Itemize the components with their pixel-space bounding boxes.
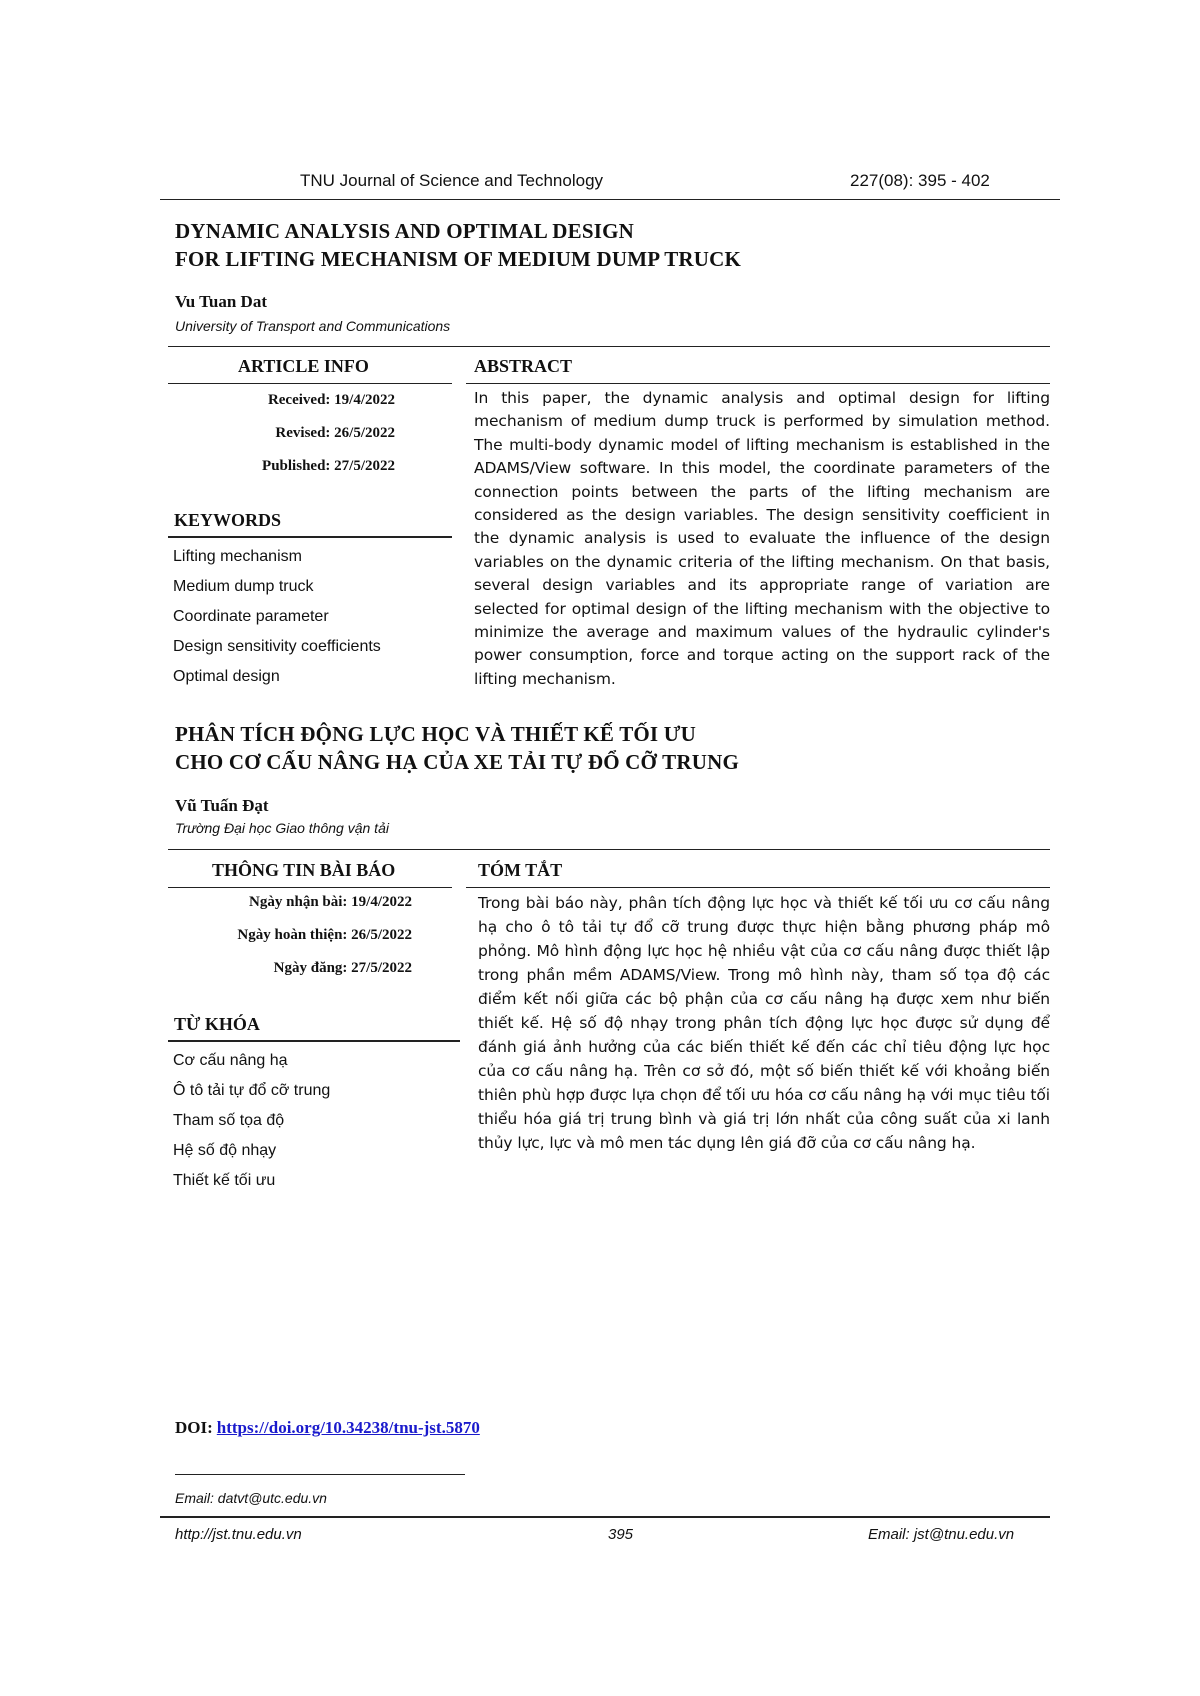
keywords-heading: KEYWORDS <box>174 510 282 530</box>
keyword-item: Ô tô tải tự đổ cỡ trung <box>173 1082 331 1099</box>
vietnamese-author: Vũ Tuấn Đạt <box>175 796 269 815</box>
doi-line <box>175 1418 480 1438</box>
vietnamese-keyword-list <box>173 1046 330 1196</box>
footer-website: http://jst.tnu.edu.vn <box>175 1526 302 1543</box>
vietnamese-abstract: Trong bài báo này, phân tích động lực học và thiết kế tối ưu cơ cấu nâng hạ cho ô tô tải tự đổ cỡ trung được thực hiện bằng phương pháp mô phỏng. Mô hình động lực học hệ nhiều vật của cơ cấu nâng được thiết lập trong phần mềm ADAMS/View. Trong mô hình này, tham số tọa độ các điểm kết nối giữa các bộ phận của cơ cấu nâng hạ được xem như biến thiết kế. Hệ số độ nhạy trong phân tích động lực học được sử dụng để đánh giá ảnh hưởng của các biến thiết kế đến các chỉ tiêu động lực học của cơ cấu nâng hạ. Trên cơ sở đó, một số biến thiết kế với khoảng biến thiên phù hợp được lựa chọn để tối ưu hóa cơ cấu nâng hạ với mục tiêu tối thiểu hóa giá trị trung bình và giá trị lớn nhất của công suất của xi lanh thủy lực, lực và mô men tác dụng lên giá đỡ của cơ cấu nâng hạ. <box>478 894 1050 1152</box>
doi-link[interactable]: https://doi.org/10.34238/tnu-jst.5870 <box>216 1418 480 1437</box>
vietnamese-affiliation: Trường Đại học Giao thông vận tải <box>175 820 389 836</box>
author-email: Email: datvt@utc.edu.vn <box>175 1490 327 1506</box>
published-date: Published: 27/5/2022 <box>262 458 395 474</box>
keyword-item: Optimal design <box>173 668 280 685</box>
english-title-line1: DYNAMIC ANALYSIS AND OPTIMAL DESIGN <box>175 219 634 243</box>
english-author: Vu Tuan Dat <box>175 292 267 311</box>
vietnamese-received-date: Ngày nhận bài: 19/4/2022 <box>249 894 412 910</box>
keyword-item: Coordinate parameter <box>173 608 329 625</box>
vietnamese-info-rule <box>168 887 452 888</box>
abstract-heading: ABSTRACT <box>474 356 573 376</box>
keywords-rule <box>168 536 452 538</box>
english-title <box>175 217 741 273</box>
footer-page-number: 395 <box>608 1526 634 1543</box>
english-info-top-rule <box>168 346 1050 347</box>
vietnamese-abstract-rule <box>466 887 1050 888</box>
english-keyword-list <box>173 542 381 692</box>
doi-label: DOI: <box>175 1418 213 1437</box>
vietnamese-title-line1: PHÂN TÍCH ĐỘNG LỰC HỌC VÀ THIẾT KẾ TỐI ƯU <box>175 722 697 746</box>
vietnamese-published-date: Ngày đăng: 27/5/2022 <box>273 960 412 976</box>
vietnamese-abstract-heading: TÓM TẮT <box>478 860 563 880</box>
article-info-rule <box>168 383 452 384</box>
keyword-item: Lifting mechanism <box>173 548 302 565</box>
keyword-item: Medium dump truck <box>173 578 314 595</box>
footer-email: Email: jst@tnu.edu.vn <box>868 1526 1015 1543</box>
header-rule <box>160 199 1060 200</box>
footer-rule <box>160 1516 1050 1518</box>
english-affiliation: University of Transport and Communications <box>175 318 451 334</box>
vietnamese-title-line2: CHO CƠ CẤU NÂNG HẠ CỦA XE TẢI TỰ ĐỔ CỠ TRUNG <box>175 750 739 774</box>
vietnamese-keywords-rule <box>168 1040 460 1042</box>
journal-name: TNU Journal of Science and Technology <box>300 171 604 190</box>
keyword-item: Design sensitivity coefficients <box>173 638 381 655</box>
keyword-item: Tham số tọa độ <box>173 1112 285 1129</box>
vietnamese-info-heading: THÔNG TIN BÀI BÁO <box>212 860 396 880</box>
journal-volume: 227(08): 395 - 402 <box>850 171 990 190</box>
revised-date: Revised: 26/5/2022 <box>275 425 395 441</box>
footnote-rule <box>175 1474 465 1475</box>
english-title-line2: FOR LIFTING MECHANISM OF MEDIUM DUMP TRUCK <box>175 247 742 271</box>
keyword-item: Hệ số độ nhạy <box>173 1142 277 1159</box>
abstract-rule <box>466 383 1050 384</box>
keyword-item: Cơ cấu nâng hạ <box>173 1052 288 1069</box>
keyword-item: Thiết kế tối ưu <box>173 1172 276 1189</box>
vietnamese-title <box>175 720 739 776</box>
article-info-heading: ARTICLE INFO <box>238 356 369 376</box>
english-abstract: In this paper, the dynamic analysis and optimal design for lifting mechanism of medium dump truck is performed by simulation method. The multi-body dynamic model of lifting mechanism is established in the ADAMS/View software. In this model, the coordinate parameters of the connection points between the parts of the lifting mechanism are considered as the design variables. The design sensitivity coefficient in the dynamic analysis is used to evaluate the influence of the design variables on the dynamic criteria of the lifting mechanism. On that basis, several design variables and its appropriate range of variation are selected for optimal design of the lifting mechanism with the objective to minimize the average and maximum values of the hydraulic cylinder's power consumption, force and torque acting on the support rack of the lifting mechanism. <box>474 389 1050 688</box>
vietnamese-revised-date: Ngày hoàn thiện: 26/5/2022 <box>237 927 412 943</box>
vietnamese-info-top-rule <box>168 849 1050 850</box>
vietnamese-keywords-heading: TỪ KHÓA <box>174 1014 260 1034</box>
received-date: Received: 19/4/2022 <box>267 392 395 408</box>
